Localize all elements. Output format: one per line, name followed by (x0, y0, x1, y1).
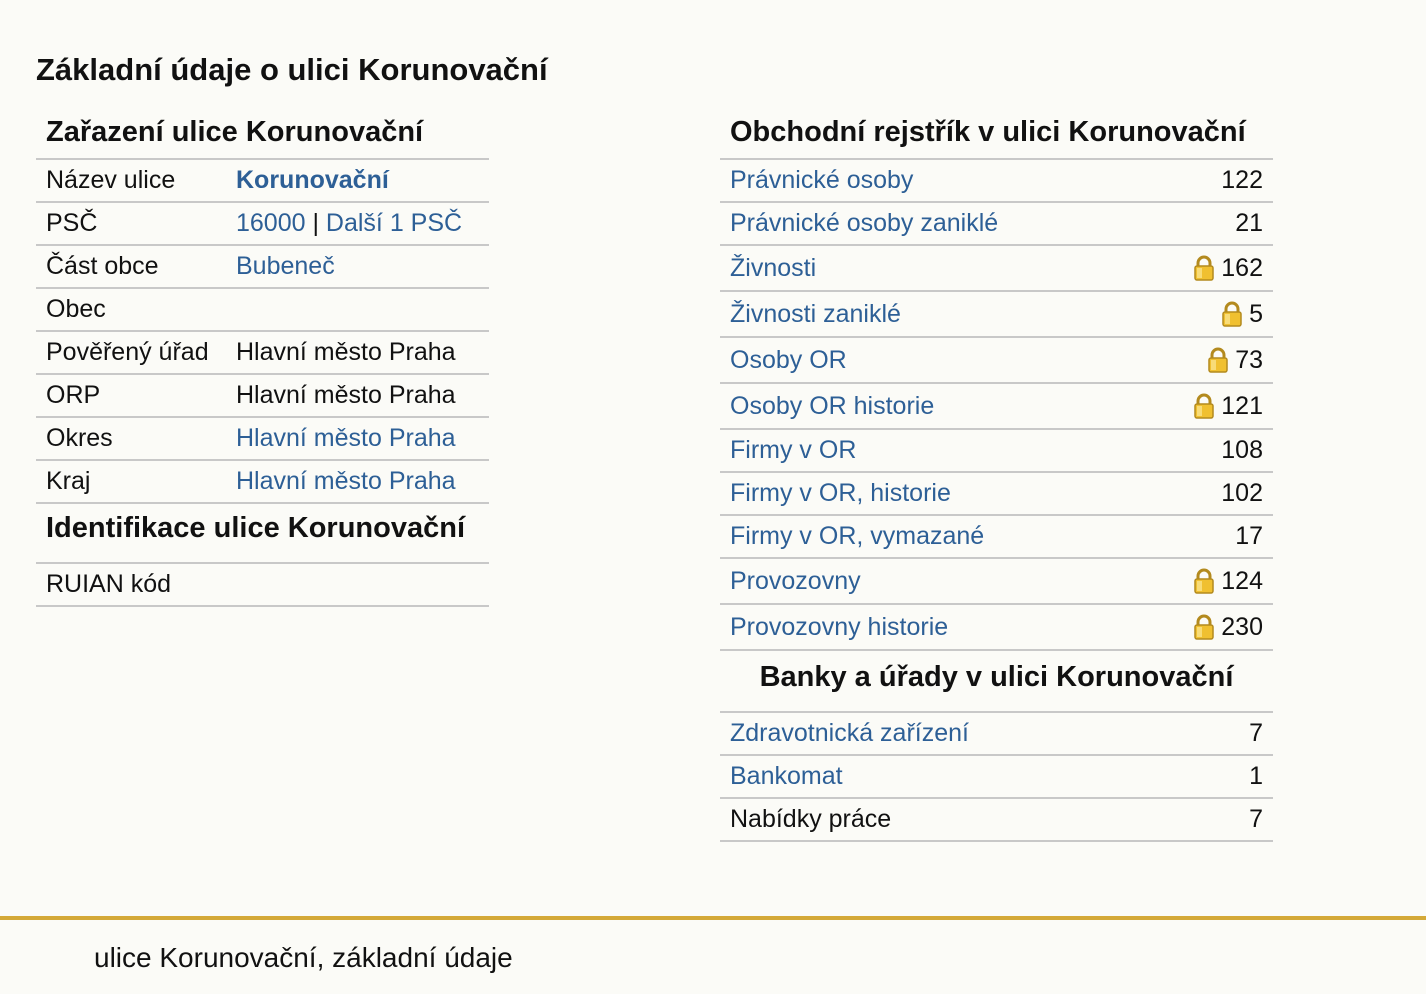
registry-row (720, 160, 1273, 203)
row-street-name (36, 160, 489, 203)
registry-link[interactable]: Provozovny historie (730, 612, 949, 641)
registry-count-cell (1221, 436, 1263, 465)
psc-separator: | (305, 209, 326, 237)
psc-link[interactable]: 16000 (236, 209, 306, 237)
registry-title: Obchodní rejstřík v ulici Korunovační (720, 110, 1273, 160)
label-ruian: RUIAN kód (46, 570, 172, 598)
registry-row (720, 292, 1273, 338)
registry-link[interactable]: Živnosti (730, 253, 817, 282)
banks-link[interactable]: Zdravotnická zařízení (730, 719, 969, 747)
registry-row (720, 473, 1273, 516)
label-orp: ORP (46, 381, 101, 409)
registry-link[interactable]: Provozovny (730, 566, 861, 595)
registry-row (720, 384, 1273, 430)
registry-count: 5 (1249, 299, 1263, 328)
registry-count: 124 (1221, 566, 1263, 595)
lock-icon (1207, 347, 1229, 373)
registry-link[interactable]: Živnosti zaniklé (730, 299, 901, 328)
authorized-office-value: Hlavní město Praha (236, 338, 456, 366)
registry-link[interactable]: Osoby OR historie (730, 391, 935, 420)
label-part-of-municipality: Část obce (46, 252, 159, 280)
registry-count: 102 (1221, 479, 1263, 507)
registry-link[interactable]: Firmy v OR, vymazané (730, 522, 985, 550)
registry-count: 17 (1235, 522, 1263, 550)
registry-link[interactable]: Osoby OR (730, 345, 847, 374)
street-name-link[interactable]: Korunovační (236, 166, 389, 194)
registry-count-cell (1221, 479, 1263, 508)
registry-column (720, 110, 1273, 842)
street-info-column (36, 110, 489, 607)
banks-link[interactable]: Bankomat (730, 762, 843, 790)
registry-link[interactable]: Právnické osoby (730, 166, 914, 194)
registry-count-cell (1221, 166, 1263, 195)
registry-row (720, 338, 1273, 384)
region-link[interactable]: Hlavní město Praha (236, 467, 456, 495)
part-of-municipality-link[interactable]: Bubeneč (236, 252, 335, 280)
lock-icon (1193, 255, 1215, 281)
footer-bar (0, 916, 1426, 994)
identification-title: Identifikace ulice Korunovační (36, 504, 489, 564)
banks-list (720, 713, 1273, 842)
registry-count-cell (1235, 522, 1263, 551)
registry-count: 162 (1221, 253, 1263, 282)
registry-row (720, 516, 1273, 559)
banks-count: 7 (1249, 805, 1263, 833)
page-title: Základní údaje o ulici Korunovační (36, 52, 548, 87)
registry-count-cell (1193, 254, 1263, 283)
label-authorized-office: Pověřený úřad (46, 338, 209, 366)
registry-count-cell (1221, 300, 1263, 329)
registry-count: 121 (1221, 391, 1263, 420)
row-psc (36, 203, 489, 246)
label-district: Okres (46, 424, 113, 452)
registry-link[interactable]: Právnické osoby zaniklé (730, 209, 999, 237)
lock-icon (1193, 393, 1215, 419)
registry-count-cell (1193, 567, 1263, 596)
registry-link[interactable]: Firmy v OR (730, 436, 857, 464)
registry-row (720, 559, 1273, 605)
lock-icon (1193, 568, 1215, 594)
row-authorized-office (36, 332, 489, 375)
lock-icon (1221, 301, 1243, 327)
registry-count: 73 (1235, 345, 1263, 374)
more-psc-link[interactable]: Další 1 PSČ (325, 209, 463, 237)
footer-text: ulice Korunovační, základní údaje (94, 942, 513, 973)
registry-count-cell (1193, 392, 1263, 421)
row-district (36, 418, 489, 461)
banks-title: Banky a úřady v ulici Korunovační (720, 651, 1273, 713)
row-ruian (36, 564, 489, 607)
registry-count: 230 (1221, 612, 1263, 641)
row-municipality (36, 289, 489, 332)
district-link[interactable]: Hlavní město Praha (236, 424, 456, 452)
banks-row (720, 756, 1273, 799)
registry-count: 21 (1235, 209, 1263, 237)
registry-count-cell (1207, 346, 1263, 375)
lock-icon (1193, 614, 1215, 640)
banks-count: 1 (1249, 762, 1263, 790)
registry-row (720, 203, 1273, 246)
label-psc: PSČ (46, 209, 98, 237)
registry-row (720, 246, 1273, 292)
registry-row (720, 605, 1273, 651)
banks-count: 7 (1249, 719, 1263, 747)
row-part-of-municipality (36, 246, 489, 289)
label-region: Kraj (46, 467, 91, 495)
registry-link[interactable]: Firmy v OR, historie (730, 479, 951, 507)
row-region (36, 461, 489, 504)
registry-list (720, 160, 1273, 651)
registry-count-cell (1193, 613, 1263, 642)
banks-row (720, 713, 1273, 756)
psc-value (236, 209, 479, 238)
row-orp (36, 375, 489, 418)
classification-title: Zařazení ulice Korunovační (36, 110, 489, 160)
label-municipality: Obec (46, 295, 106, 323)
registry-count: 108 (1221, 436, 1263, 464)
registry-row (720, 430, 1273, 473)
registry-count-cell (1235, 209, 1263, 238)
banks-row (720, 799, 1273, 842)
label-street-name: Název ulice (46, 166, 176, 194)
banks-label: Nabídky práce (730, 805, 892, 833)
orp-value: Hlavní město Praha (236, 381, 456, 409)
registry-count: 122 (1221, 166, 1263, 194)
